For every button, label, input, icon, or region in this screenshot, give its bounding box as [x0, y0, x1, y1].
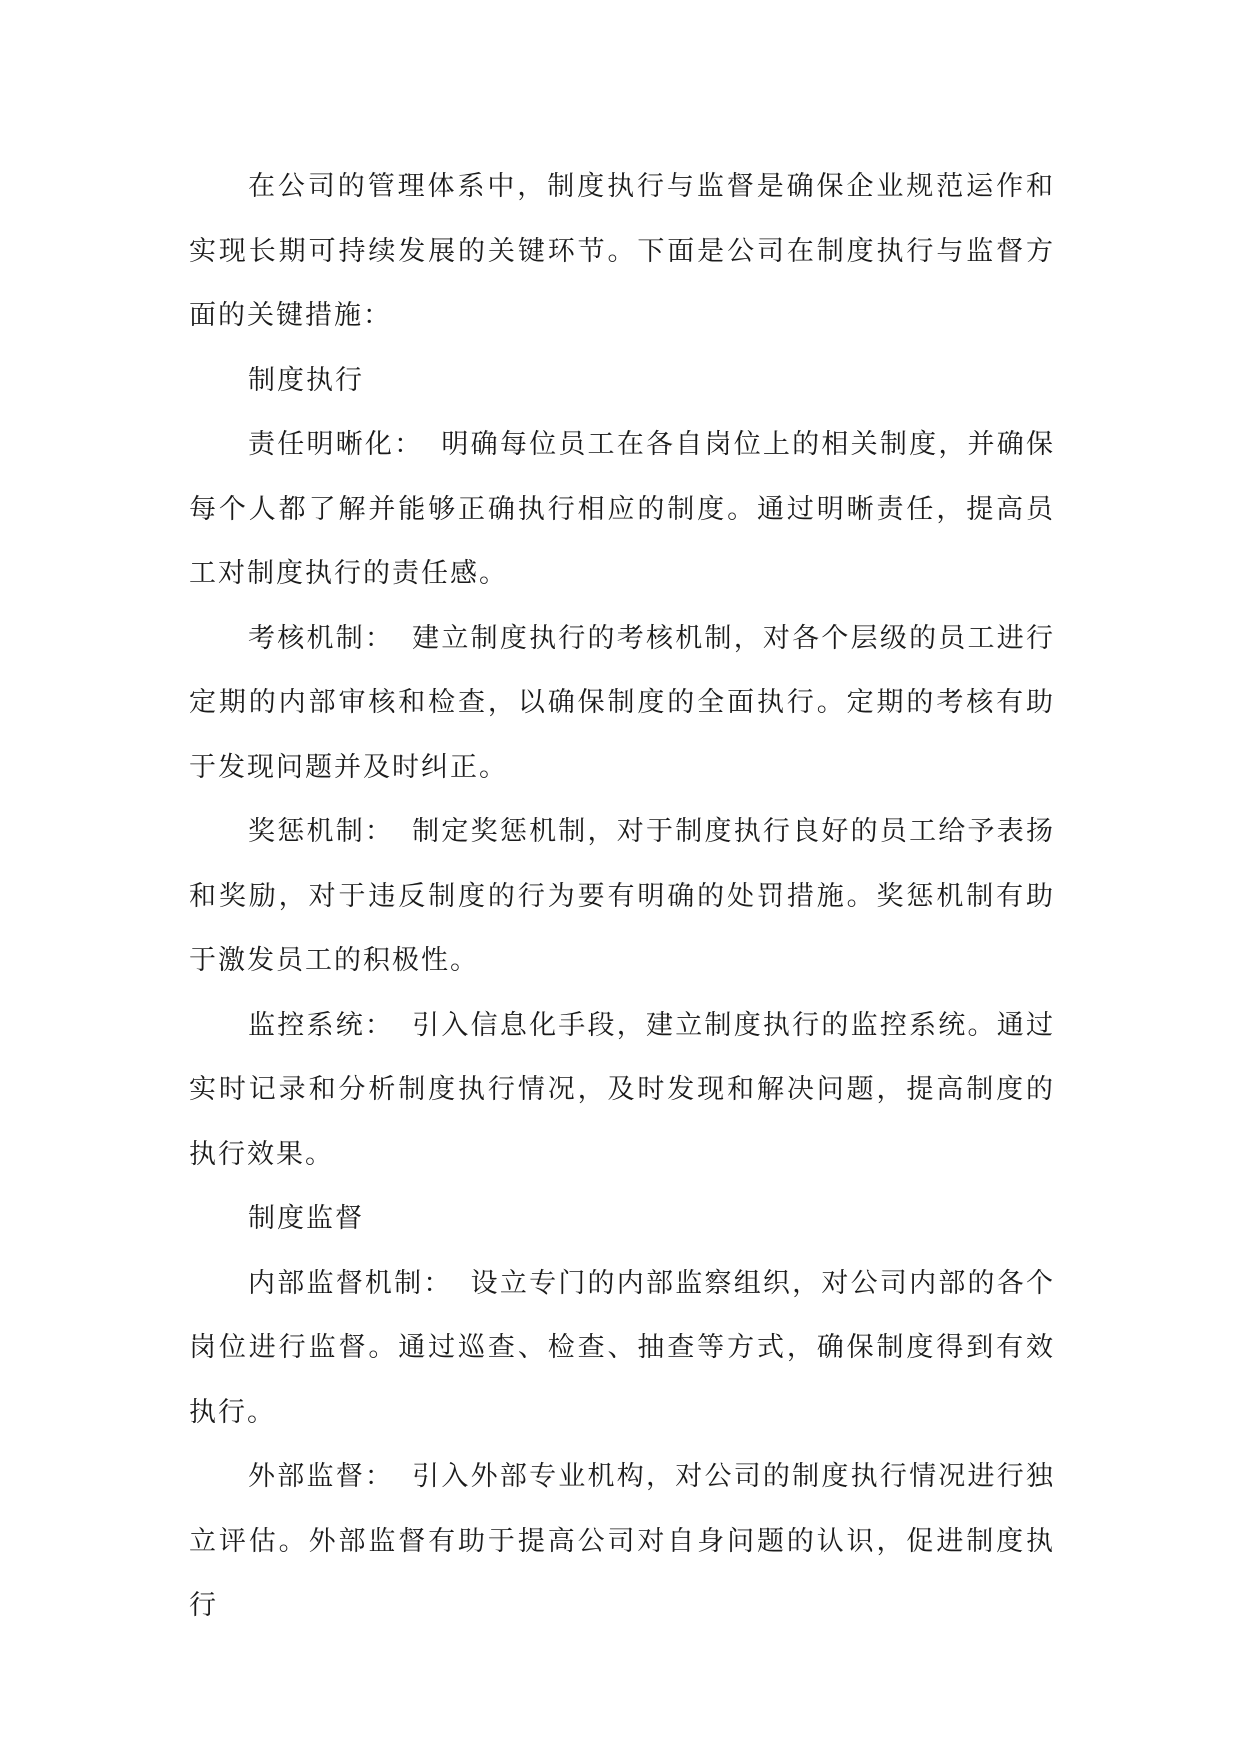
item-label: 考核机制： [248, 622, 395, 654]
item-text: 明确每位员工在各自岗位上的相关制度，并确保每个人都了解并能够正确执行相应的制度。通过明晰责任，提高员工对制度执行的责任感。 [189, 429, 1056, 589]
item-text: 建立制度执行的考核机制，对各个层级的员工进行定期的内部审核和检查，以确保制度的全面执行。定期的考核有助于发现问题并及时纠正。 [189, 622, 1056, 783]
section-heading-supervision: 制度监督 [248, 1203, 364, 1234]
item-label: 外部监督： [248, 1461, 395, 1492]
item-label: 监控系统： [248, 1009, 395, 1041]
item-text: 设立专门的内部监察组织，对公司内部的各个岗位进行监督。通过巡查、检查、抽查等方式，确保制度得到有效执行。 [189, 1267, 1056, 1428]
item-label: 奖惩机制： [248, 816, 395, 847]
item-external-supervision [189, 1445, 1055, 1639]
item-text: 制定奖惩机制，对于制度执行良好的员工给予表扬和奖励，对于违反制度的行为要有明确的处罚措施。奖惩机制有助于激发员工的积极性。 [189, 816, 1056, 976]
item-assessment [189, 607, 1055, 801]
document-body [189, 155, 1055, 1639]
item-text: 引入外部专业机构，对公司的制度执行情况进行独立评估。外部监督有助于提高公司对自身问题的认识，促进制度执行 [189, 1461, 1056, 1621]
item-internal-supervision [189, 1252, 1055, 1446]
intro-paragraph: 在公司的管理体系中，制度执行与监督是确保企业规范运作和实现长期可持续发展的关键环节。下面是公司在制度执行与监督方面的关键措施： [189, 171, 1055, 331]
item-text: 引入信息化手段，建立制度执行的监控系统。通过实时记录和分析制度执行情况，及时发现和解决问题，提高制度的执行效果。 [189, 1009, 1056, 1170]
item-label: 内部监督机制： [248, 1267, 453, 1299]
item-label: 责任明晰化： [248, 429, 424, 460]
item-responsibility [189, 413, 1055, 607]
item-reward-punishment [189, 800, 1055, 994]
section-heading-execution: 制度执行 [248, 364, 364, 396]
item-monitoring [189, 994, 1055, 1188]
